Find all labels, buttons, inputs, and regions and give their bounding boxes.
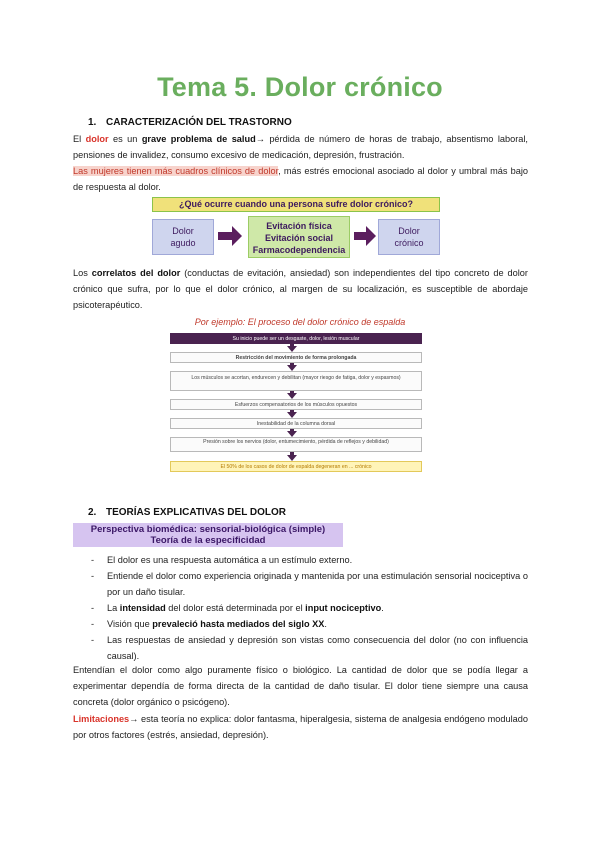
bullet-dash: -	[91, 603, 95, 613]
bullet-4-text-c: .	[324, 619, 327, 629]
bullet-3-text-a: La	[107, 603, 120, 613]
section-2-title: TEORÍAS EXPLICATIVAS DEL DOLOR	[106, 507, 287, 518]
section-2-number: 2.	[88, 507, 97, 518]
paragraph-2	[73, 163, 528, 195]
bullet-3-bold-2: input nociceptivo	[305, 603, 382, 613]
arrow-right-2-icon	[366, 226, 376, 246]
list-item	[91, 568, 528, 600]
process-step-3: Los músculos se acortan, endurecen y debilitan (mayor riesgo de fatiga, dolor y espasmos)	[170, 371, 422, 391]
limitations-label: Limitaciones	[73, 714, 130, 724]
process-step-1: Su inicio puede ser un desgaste, dolor, lesión muscular	[170, 333, 422, 344]
paragraph-3	[73, 265, 528, 313]
band-line2: Teoría de la especificidad	[150, 535, 266, 546]
list-item	[91, 600, 528, 616]
paragraph-1	[73, 131, 528, 163]
box-acute-pain	[152, 219, 214, 255]
box-mid-line2: Evitación social	[264, 233, 334, 243]
box-acute-line2: agudo	[170, 238, 196, 248]
bullet-4-bold: prevaleció hasta mediados del siglo XX	[152, 619, 325, 629]
section-1-title: CARACTERIZACIÓN DEL TRASTORNO	[106, 117, 292, 128]
process-step-4: Esfuerzos compensatorios de los músculos opuestos	[170, 399, 422, 410]
box-chronic-pain	[378, 219, 440, 255]
paragraph-5	[73, 711, 528, 743]
box-mid-line3: Farmacodependencia	[252, 245, 346, 255]
p1-bold: grave problema de salud	[141, 134, 256, 144]
limitations-text: → esta teoría no explica: dolor fantasma, hiperalgesia, sistema de analgesia endógeno modulado por otros factores (estrés, ansiedad, depresión).	[73, 714, 528, 740]
section-1-heading	[88, 117, 292, 128]
list-item	[91, 616, 528, 632]
box-avoidance	[248, 216, 350, 258]
biomedical-perspective-band	[73, 523, 343, 547]
list-item	[91, 552, 528, 568]
bullet-3-text-c: .	[381, 603, 384, 613]
figure-question: ¿Qué ocurre cuando una persona sufre dolor crónico?	[152, 197, 440, 212]
figure-chronic-pain-flow	[152, 197, 440, 263]
p1-dolor: dolor	[85, 134, 109, 144]
list-item	[91, 632, 528, 664]
bullet-dash: -	[91, 555, 95, 565]
box-chronic-line1: Dolor	[398, 226, 420, 236]
bullet-2-text: Entiende el dolor como experiencia originada y mantenida por una estimulación sensorial nociceptiva o por un daño tisular.	[107, 571, 528, 597]
band-line1: Perspectiva biomédica: sensorial-biológica (simple)	[90, 524, 326, 535]
section-1-number: 1.	[88, 117, 97, 128]
paragraph-4: Entendían el dolor como algo puramente físico o biológico. La cantidad de dolor que se podía llegar a experimentar dependía de forma directa de la cantidad de daño tisular. El dolor tiene siempre una causa concreta (dolor orgánico o psicógeno).	[73, 665, 528, 707]
arrow-right-1-stem	[218, 232, 232, 240]
bullet-dash: -	[91, 635, 95, 645]
p2-text: , más estrés emocional asociado al dolor y umbral más bajo de respuesta al dolor.	[73, 166, 528, 192]
bullet-3-bold-1: intensidad	[119, 603, 166, 613]
bullet-dash: -	[91, 619, 95, 629]
box-chronic-line2: crónico	[394, 238, 424, 248]
p3-text-b: (conductas de evitación, ansiedad) son independientes del tipo concreto de dolor crónico que sufra, por lo que el dolor crónico, al margen de su localización, es susceptible de abordaje psicoterapéutico.	[73, 268, 528, 310]
arrow-right-2-stem	[354, 232, 366, 240]
bullet-4-text-a: Visión que	[107, 619, 153, 629]
p2-highlight: Las mujeres tienen más cuadros clínicos de dolor	[73, 166, 279, 176]
section-2-heading	[88, 507, 286, 518]
process-step-6: Presión sobre los nervios (dolor, entumecimiento, pérdida de reflejos y debilidad)	[170, 437, 422, 452]
box-acute-line1: Dolor	[172, 226, 194, 236]
bullet-5-text: Las respuestas de ansiedad y depresión son vistas como consecuencia del dolor (no con influencia causal).	[107, 635, 528, 661]
figure-back-pain-process	[170, 333, 422, 473]
process-step-2: Restricción del movimiento de forma prolongada	[170, 352, 422, 363]
p3-text-a: Los	[73, 268, 92, 278]
bullet-1-text: El dolor es una respuesta automática a un estímulo externo.	[107, 555, 353, 565]
box-mid-line1: Evitación física	[266, 221, 332, 231]
bullet-dash: -	[91, 571, 95, 581]
process-step-5: Inestabilidad de la columna dorsal	[170, 418, 422, 429]
figure-2-caption: Por ejemplo: El proceso del dolor crónico de espalda	[194, 317, 406, 327]
p3-bold: correlatos del dolor	[91, 268, 181, 278]
p1-text-c: → pérdida de número de horas de trabajo, absentismo laboral, pensiones de invalidez, consumo excesivo de medicación, depresión, frustración.	[73, 134, 528, 160]
page-title: Tema 5. Dolor crónico	[157, 72, 443, 102]
process-step-7: El 50% de los casos de dolor de espalda degeneran en ... crónico	[170, 461, 422, 472]
bullet-3-text-b: del dolor está determinada por el	[165, 603, 306, 613]
p1-text-a: El	[73, 134, 86, 144]
arrow-right-1-icon	[232, 226, 242, 246]
theory-bullet-list	[91, 552, 528, 664]
p1-text-b: es un	[108, 134, 142, 144]
